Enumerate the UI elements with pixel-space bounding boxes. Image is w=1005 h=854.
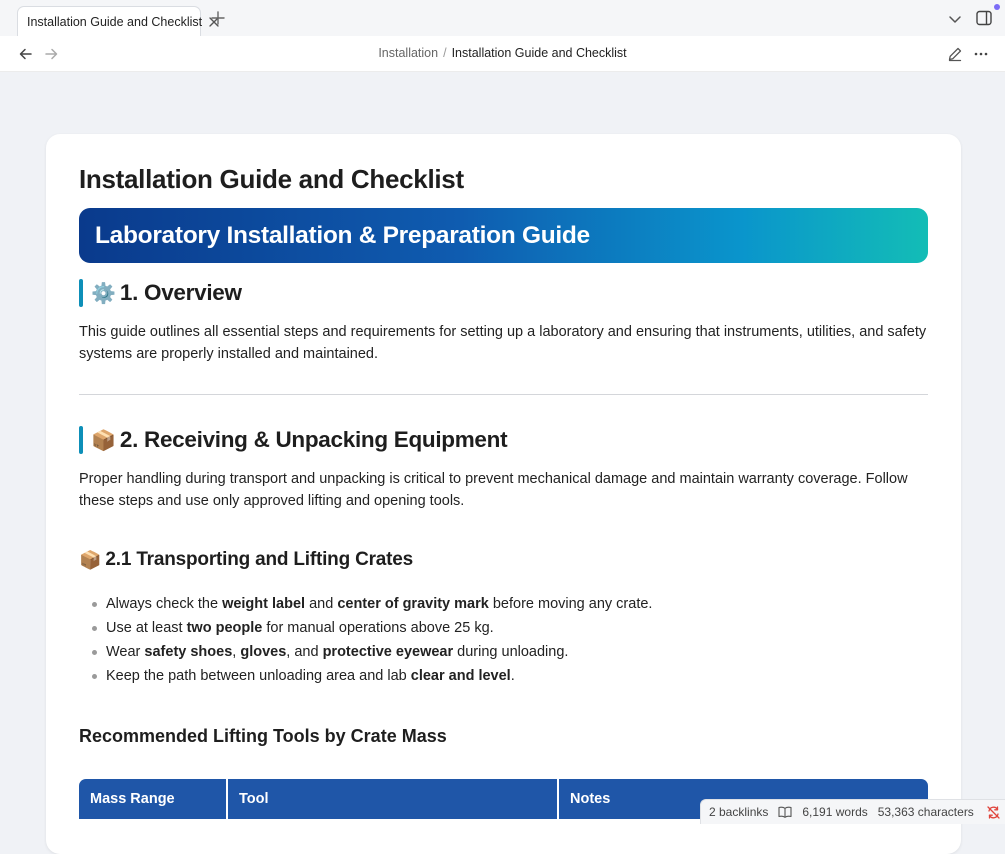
status-bar bbox=[700, 799, 1005, 824]
sync-disabled-icon[interactable] bbox=[986, 805, 1001, 820]
gear-icon: ⚙️ bbox=[91, 282, 116, 305]
heading-text: 2.1 Transporting and Lifting Crates bbox=[105, 549, 414, 570]
breadcrumb-separator: / bbox=[443, 46, 447, 60]
tab-installation-guide[interactable] bbox=[17, 6, 201, 36]
lifting-checklist bbox=[92, 592, 652, 688]
tab-bar bbox=[0, 0, 1005, 36]
column-header-mass-range: Mass Range bbox=[79, 779, 228, 819]
column-header-notes: Notes bbox=[570, 791, 611, 807]
chevron-down-icon[interactable] bbox=[946, 10, 964, 28]
pencil-icon[interactable] bbox=[946, 45, 964, 63]
breadcrumb-parent[interactable]: Installation bbox=[378, 46, 439, 60]
heading-accent-bar bbox=[79, 426, 83, 454]
package-icon: 📦 bbox=[79, 549, 102, 570]
receiving-paragraph: Proper handling during transport and unpacking is critical to prevent mechanical damage and maintain warranty coverage. Follow these steps and use only approved lifting and opening tools. bbox=[79, 471, 908, 509]
list-item: Keep the path between unloading area and lab clear and level. bbox=[92, 664, 652, 688]
title-banner bbox=[79, 208, 928, 263]
list-item: Wear safety shoes, gloves, and protective eyewear during unloading. bbox=[92, 640, 652, 664]
notification-dot bbox=[994, 4, 1000, 10]
heading-text: 1. Overview bbox=[119, 280, 242, 305]
more-options-icon[interactable] bbox=[972, 45, 990, 63]
section-receiving-heading bbox=[79, 426, 507, 454]
tab-title: Installation Guide and Checklist bbox=[27, 14, 203, 29]
page-title: Installation Guide and Checklist bbox=[79, 164, 464, 194]
backlinks-count[interactable]: 2 backlinks bbox=[709, 805, 769, 819]
character-count: 53,363 characters bbox=[877, 805, 974, 819]
navigation-bar bbox=[0, 36, 1005, 72]
list-item: Use at least two people for manual operations above 25 kg. bbox=[92, 616, 652, 640]
plus-icon[interactable] bbox=[209, 9, 227, 27]
document-page bbox=[46, 134, 961, 854]
breadcrumb bbox=[0, 46, 1005, 60]
heading-accent-bar bbox=[79, 279, 83, 307]
sidebar-toggle-icon[interactable] bbox=[975, 9, 993, 27]
overview-paragraph: This guide outlines all essential steps and requirements for setting up a laboratory and ensuring that instruments, utilities, and safety systems are properly installed and maintained. bbox=[79, 324, 927, 362]
section-overview-heading bbox=[79, 279, 242, 307]
word-count: 6,191 words bbox=[802, 805, 868, 819]
heading-text: 2. Receiving & Unpacking Equipment bbox=[119, 427, 508, 452]
breadcrumb-current[interactable]: Installation Guide and Checklist bbox=[451, 46, 627, 60]
book-open-icon[interactable] bbox=[778, 805, 792, 819]
table-caption: Recommended Lifting Tools by Crate Mass bbox=[79, 726, 447, 746]
horizontal-divider bbox=[79, 394, 928, 395]
banner-heading: Laboratory Installation & Preparation Guide bbox=[95, 221, 590, 249]
subsection-transporting-heading bbox=[79, 549, 413, 571]
list-item: Always check the weight label and center of gravity mark before moving any crate. bbox=[92, 592, 652, 616]
column-header-tool: Tool bbox=[228, 779, 559, 819]
package-icon: 📦 bbox=[91, 429, 116, 452]
